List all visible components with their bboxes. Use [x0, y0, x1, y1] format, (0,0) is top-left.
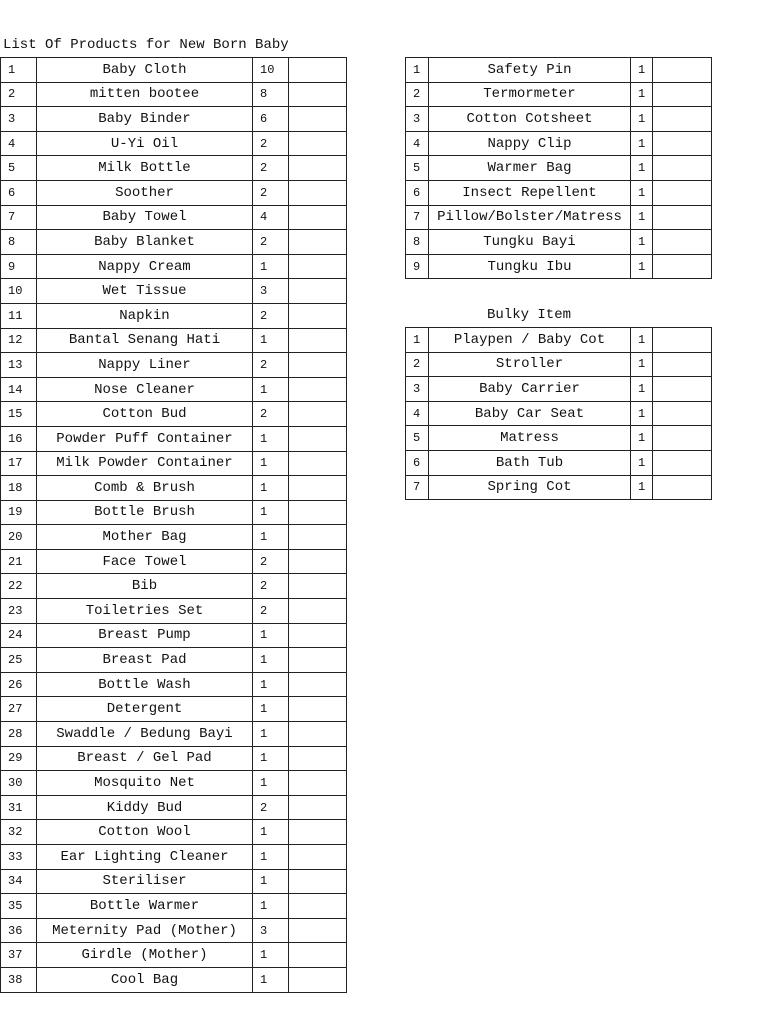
item-name-cell: Bottle Warmer: [37, 894, 253, 919]
check-cell: [653, 205, 712, 230]
check-cell: [289, 525, 347, 550]
table-row: [406, 205, 712, 230]
table-row: [1, 230, 347, 255]
row-number-cell: 9: [1, 254, 37, 279]
check-cell: [289, 377, 347, 402]
item-name-cell: Napkin: [37, 303, 253, 328]
table-row: [1, 131, 347, 156]
row-number-cell: 30: [1, 771, 37, 796]
quantity-cell: 1: [253, 623, 289, 648]
check-cell: [653, 180, 712, 205]
table-row: [406, 475, 712, 500]
item-name-cell: Safety Pin: [429, 58, 631, 83]
table-row: [1, 328, 347, 353]
check-cell: [653, 426, 712, 451]
check-cell: [653, 450, 712, 475]
quantity-cell: 2: [253, 402, 289, 427]
check-cell: [653, 82, 712, 107]
quantity-cell: 1: [631, 156, 653, 181]
table-row: [1, 845, 347, 870]
item-name-cell: Powder Puff Container: [37, 426, 253, 451]
quantity-cell: 1: [253, 894, 289, 919]
item-name-cell: Kiddy Bud: [37, 795, 253, 820]
row-number-cell: 4: [1, 131, 37, 156]
bulky-item-heading: Bulky Item: [486, 307, 571, 323]
table-row: [1, 402, 347, 427]
item-name-cell: Swaddle / Bedung Bayi: [37, 722, 253, 747]
quantity-cell: 10: [253, 58, 289, 83]
row-number-cell: 7: [406, 475, 429, 500]
quantity-cell: 1: [253, 869, 289, 894]
quantity-cell: 1: [253, 672, 289, 697]
check-cell: [289, 599, 347, 624]
row-number-cell: 18: [1, 476, 37, 501]
check-cell: [289, 402, 347, 427]
check-cell: [653, 475, 712, 500]
quantity-cell: 1: [253, 476, 289, 501]
check-cell: [289, 918, 347, 943]
row-number-cell: 29: [1, 746, 37, 771]
table-row: [406, 426, 712, 451]
table-row: [1, 967, 347, 992]
row-number-cell: 5: [406, 156, 429, 181]
quantity-cell: 1: [253, 377, 289, 402]
check-cell: [289, 697, 347, 722]
row-number-cell: 22: [1, 574, 37, 599]
item-name-cell: U-Yi Oil: [37, 131, 253, 156]
table-row: [1, 943, 347, 968]
table-row: [1, 58, 347, 83]
item-name-cell: Cool Bag: [37, 967, 253, 992]
row-number-cell: 28: [1, 722, 37, 747]
row-number-cell: 8: [406, 230, 429, 255]
row-number-cell: 25: [1, 648, 37, 673]
quantity-cell: 2: [253, 599, 289, 624]
quantity-cell: 1: [253, 845, 289, 870]
item-name-cell: Milk Powder Container: [37, 451, 253, 476]
row-number-cell: 7: [1, 205, 37, 230]
item-name-cell: Baby Binder: [37, 107, 253, 132]
item-name-cell: Bib: [37, 574, 253, 599]
table-row: [1, 476, 347, 501]
table-row: [1, 648, 347, 673]
check-cell: [653, 131, 712, 156]
check-cell: [289, 771, 347, 796]
check-cell: [289, 746, 347, 771]
item-name-cell: Nappy Liner: [37, 353, 253, 378]
table-row: [1, 500, 347, 525]
quantity-cell: 1: [631, 401, 653, 426]
table-row: [1, 574, 347, 599]
check-cell: [289, 672, 347, 697]
row-number-cell: 5: [406, 426, 429, 451]
table-row: [1, 549, 347, 574]
row-number-cell: 1: [406, 328, 429, 353]
table-row: [1, 697, 347, 722]
row-number-cell: 26: [1, 672, 37, 697]
table-row: [406, 131, 712, 156]
row-number-cell: 31: [1, 795, 37, 820]
row-number-cell: 24: [1, 623, 37, 648]
quantity-cell: 2: [253, 549, 289, 574]
check-cell: [289, 623, 347, 648]
row-number-cell: 36: [1, 918, 37, 943]
row-number-cell: 20: [1, 525, 37, 550]
check-cell: [289, 648, 347, 673]
table-row: [1, 869, 347, 894]
quantity-cell: 1: [631, 82, 653, 107]
table-row: [1, 771, 347, 796]
row-number-cell: 4: [406, 401, 429, 426]
check-cell: [289, 131, 347, 156]
quantity-cell: 1: [253, 500, 289, 525]
table-row: [406, 352, 712, 377]
table-row: [1, 303, 347, 328]
check-cell: [289, 156, 347, 181]
row-number-cell: 6: [406, 450, 429, 475]
check-cell: [289, 279, 347, 304]
table-row: [1, 918, 347, 943]
check-cell: [289, 967, 347, 992]
table-row: [1, 254, 347, 279]
quantity-cell: 1: [253, 328, 289, 353]
row-number-cell: 19: [1, 500, 37, 525]
table-row: [1, 279, 347, 304]
item-name-cell: Milk Bottle: [37, 156, 253, 181]
quantity-cell: 8: [253, 82, 289, 107]
item-name-cell: Bantal Senang Hati: [37, 328, 253, 353]
quantity-cell: 1: [631, 254, 653, 279]
quantity-cell: 1: [631, 377, 653, 402]
bulky-item-table: [405, 327, 712, 500]
table-row: [1, 672, 347, 697]
row-number-cell: 6: [406, 180, 429, 205]
row-number-cell: 32: [1, 820, 37, 845]
table-row: [1, 894, 347, 919]
item-name-cell: Soother: [37, 180, 253, 205]
quantity-cell: 3: [253, 279, 289, 304]
check-cell: [289, 476, 347, 501]
accessories-table: [405, 57, 712, 279]
table-row: [1, 795, 347, 820]
item-name-cell: Baby Blanket: [37, 230, 253, 255]
check-cell: [653, 352, 712, 377]
item-name-cell: Breast Pump: [37, 623, 253, 648]
quantity-cell: 1: [631, 328, 653, 353]
quantity-cell: 1: [253, 746, 289, 771]
check-cell: [289, 353, 347, 378]
item-name-cell: Nappy Cream: [37, 254, 253, 279]
table-row: [406, 230, 712, 255]
item-name-cell: Bottle Wash: [37, 672, 253, 697]
row-number-cell: 14: [1, 377, 37, 402]
quantity-cell: 1: [631, 352, 653, 377]
item-name-cell: Bath Tub: [429, 450, 631, 475]
row-number-cell: 3: [1, 107, 37, 132]
table-row: [406, 180, 712, 205]
item-name-cell: Mother Bag: [37, 525, 253, 550]
quantity-cell: 1: [253, 697, 289, 722]
row-number-cell: 2: [1, 82, 37, 107]
check-cell: [289, 205, 347, 230]
row-number-cell: 34: [1, 869, 37, 894]
check-cell: [289, 58, 347, 83]
table-row: [1, 426, 347, 451]
table-row: [406, 450, 712, 475]
check-cell: [289, 230, 347, 255]
check-cell: [653, 58, 712, 83]
table-row: [406, 107, 712, 132]
quantity-cell: 2: [253, 303, 289, 328]
row-number-cell: 3: [406, 107, 429, 132]
table-row: [1, 451, 347, 476]
check-cell: [653, 401, 712, 426]
check-cell: [289, 943, 347, 968]
item-name-cell: Nose Cleaner: [37, 377, 253, 402]
item-name-cell: Wet Tissue: [37, 279, 253, 304]
check-cell: [289, 500, 347, 525]
quantity-cell: 1: [253, 426, 289, 451]
row-number-cell: 1: [1, 58, 37, 83]
quantity-cell: 2: [253, 574, 289, 599]
item-name-cell: Playpen / Baby Cot: [429, 328, 631, 353]
table-row: [1, 82, 347, 107]
item-name-cell: Termormeter: [429, 82, 631, 107]
quantity-cell: 1: [631, 58, 653, 83]
check-cell: [289, 869, 347, 894]
table-row: [1, 599, 347, 624]
item-name-cell: mitten bootee: [37, 82, 253, 107]
item-name-cell: Mosquito Net: [37, 771, 253, 796]
row-number-cell: 17: [1, 451, 37, 476]
check-cell: [653, 230, 712, 255]
table-row: [1, 623, 347, 648]
quantity-cell: 1: [253, 648, 289, 673]
check-cell: [289, 451, 347, 476]
quantity-cell: 1: [631, 450, 653, 475]
quantity-cell: 1: [253, 525, 289, 550]
quantity-cell: 1: [253, 254, 289, 279]
row-number-cell: 13: [1, 353, 37, 378]
item-name-cell: Baby Cloth: [37, 58, 253, 83]
check-cell: [653, 328, 712, 353]
quantity-cell: 6: [253, 107, 289, 132]
table-row: [406, 82, 712, 107]
item-name-cell: Face Towel: [37, 549, 253, 574]
check-cell: [289, 722, 347, 747]
item-name-cell: Cotton Wool: [37, 820, 253, 845]
quantity-cell: 1: [631, 205, 653, 230]
quantity-cell: 2: [253, 795, 289, 820]
check-cell: [289, 795, 347, 820]
row-number-cell: 33: [1, 845, 37, 870]
check-cell: [289, 820, 347, 845]
table-row: [406, 377, 712, 402]
item-name-cell: Stroller: [429, 352, 631, 377]
row-number-cell: 7: [406, 205, 429, 230]
item-name-cell: Warmer Bag: [429, 156, 631, 181]
check-cell: [289, 426, 347, 451]
check-cell: [289, 549, 347, 574]
table-row: [1, 820, 347, 845]
item-name-cell: Ear Lighting Cleaner: [37, 845, 253, 870]
check-cell: [653, 377, 712, 402]
table-row: [1, 205, 347, 230]
item-name-cell: Baby Carrier: [429, 377, 631, 402]
row-number-cell: 4: [406, 131, 429, 156]
table-row: [1, 107, 347, 132]
table-row: [1, 722, 347, 747]
check-cell: [289, 254, 347, 279]
table-row: [1, 377, 347, 402]
check-cell: [653, 107, 712, 132]
quantity-cell: 2: [253, 230, 289, 255]
document-title: List Of Products for New Born Baby: [3, 37, 289, 53]
quantity-cell: 2: [253, 180, 289, 205]
row-number-cell: 10: [1, 279, 37, 304]
quantity-cell: 1: [631, 107, 653, 132]
check-cell: [289, 82, 347, 107]
item-name-cell: Pillow/Bolster/Matress: [429, 205, 631, 230]
check-cell: [289, 574, 347, 599]
row-number-cell: 6: [1, 180, 37, 205]
item-name-cell: Detergent: [37, 697, 253, 722]
item-name-cell: Girdle (Mother): [37, 943, 253, 968]
table-row: [406, 254, 712, 279]
table-row: [406, 58, 712, 83]
quantity-cell: 1: [253, 943, 289, 968]
quantity-cell: 1: [253, 722, 289, 747]
row-number-cell: 2: [406, 82, 429, 107]
row-number-cell: 1: [406, 58, 429, 83]
item-name-cell: Matress: [429, 426, 631, 451]
row-number-cell: 12: [1, 328, 37, 353]
row-number-cell: 23: [1, 599, 37, 624]
check-cell: [289, 107, 347, 132]
table-row: [1, 746, 347, 771]
item-name-cell: Breast Pad: [37, 648, 253, 673]
row-number-cell: 27: [1, 697, 37, 722]
row-number-cell: 9: [406, 254, 429, 279]
item-name-cell: Bottle Brush: [37, 500, 253, 525]
quantity-cell: 2: [253, 131, 289, 156]
table-row: [406, 328, 712, 353]
row-number-cell: 38: [1, 967, 37, 992]
row-number-cell: 8: [1, 230, 37, 255]
quantity-cell: 1: [631, 131, 653, 156]
quantity-cell: 1: [631, 230, 653, 255]
item-name-cell: Baby Car Seat: [429, 401, 631, 426]
quantity-cell: 2: [253, 353, 289, 378]
item-name-cell: Tungku Bayi: [429, 230, 631, 255]
quantity-cell: 3: [253, 918, 289, 943]
check-cell: [289, 328, 347, 353]
quantity-cell: 1: [253, 967, 289, 992]
row-number-cell: 35: [1, 894, 37, 919]
item-name-cell: Insect Repellent: [429, 180, 631, 205]
table-row: [406, 401, 712, 426]
table-row: [1, 353, 347, 378]
row-number-cell: 21: [1, 549, 37, 574]
quantity-cell: 1: [253, 820, 289, 845]
item-name-cell: Spring Cot: [429, 475, 631, 500]
item-name-cell: Comb & Brush: [37, 476, 253, 501]
row-number-cell: 5: [1, 156, 37, 181]
check-cell: [653, 156, 712, 181]
item-name-cell: Steriliser: [37, 869, 253, 894]
table-row: [1, 156, 347, 181]
item-name-cell: Toiletries Set: [37, 599, 253, 624]
table-row: [1, 180, 347, 205]
main-product-table: [0, 57, 347, 993]
check-cell: [289, 180, 347, 205]
row-number-cell: 15: [1, 402, 37, 427]
table-row: [1, 525, 347, 550]
quantity-cell: 2: [253, 156, 289, 181]
quantity-cell: 1: [253, 451, 289, 476]
quantity-cell: 4: [253, 205, 289, 230]
row-number-cell: 11: [1, 303, 37, 328]
row-number-cell: 16: [1, 426, 37, 451]
row-number-cell: 2: [406, 352, 429, 377]
item-name-cell: Meternity Pad (Mother): [37, 918, 253, 943]
row-number-cell: 3: [406, 377, 429, 402]
row-number-cell: 37: [1, 943, 37, 968]
item-name-cell: Cotton Cotsheet: [429, 107, 631, 132]
quantity-cell: 1: [631, 426, 653, 451]
quantity-cell: 1: [631, 475, 653, 500]
quantity-cell: 1: [631, 180, 653, 205]
item-name-cell: Baby Towel: [37, 205, 253, 230]
check-cell: [289, 894, 347, 919]
item-name-cell: Nappy Clip: [429, 131, 631, 156]
check-cell: [289, 845, 347, 870]
table-row: [406, 156, 712, 181]
quantity-cell: 1: [253, 771, 289, 796]
item-name-cell: Breast / Gel Pad: [37, 746, 253, 771]
check-cell: [653, 254, 712, 279]
item-name-cell: Tungku Ibu: [429, 254, 631, 279]
check-cell: [289, 303, 347, 328]
item-name-cell: Cotton Bud: [37, 402, 253, 427]
